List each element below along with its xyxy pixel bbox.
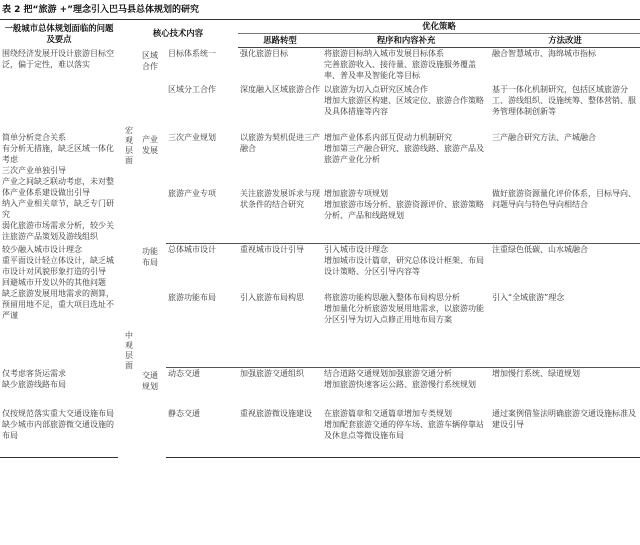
- problem-text: 纳入产业相关章节，缺乏专门研究: [2, 198, 114, 219]
- header-thinking: 思路转型: [238, 34, 322, 48]
- procedure-cell: [322, 84, 490, 132]
- procedure-line: 增加量化分析旅游发展用地需求，以旅游功能分区引导为切入点修正用地布局方案: [324, 303, 485, 324]
- procedure-line: 增加大旅游区构建、区域定位、旅游合作策略及具体措施等内容: [324, 95, 485, 116]
- problem-text: 三次产业单独引导: [2, 165, 66, 175]
- problem-text: 缺少城市内部旅游微交通设施的布局: [2, 419, 114, 440]
- table-caption: 表 2 把“旅游 +”理念引入巴马县总体规划的研究: [2, 5, 200, 15]
- problem-text: 重平面设计轻立体设计，缺乏城市设计对风貌形象打造的引导: [2, 255, 114, 276]
- method-cell: 基于一体化机制研究，包括区域旅游分工、游线组织、设施统筹、整体营销、服务管理体制创新等: [492, 84, 637, 116]
- problem-text: 弱化旅游市场需求分析，较少关注旅游产品策划及游线组织: [2, 220, 114, 241]
- problem-text: 仅考虑客货运需求: [2, 368, 66, 378]
- method-cell: 增加慢行系统、绿道规划: [492, 369, 581, 378]
- sub-item-name: 旅游产业专项: [166, 188, 238, 244]
- sub-item-name: 区域分工合作: [168, 84, 216, 94]
- sub-item-name: 目标体系统一: [168, 48, 216, 58]
- category-regional: 区域合作: [142, 50, 158, 71]
- method-cell: 注重绿色低碳、山水城融合: [492, 245, 589, 254]
- problem-cell: [0, 368, 118, 408]
- procedure-cell: [322, 292, 490, 368]
- sub-item-name: 总体城市设计: [168, 245, 216, 254]
- sub-item-name: 三次产业规划: [168, 132, 216, 142]
- sub-item-name: 旅游功能布局: [166, 292, 238, 368]
- procedure-line: 增加产业体系内部互促动力机制研究: [324, 132, 453, 142]
- header-method: 方法改进: [490, 34, 640, 48]
- problem-text: 产业之间缺乏联动考虑，未对整体产业体系建设做出引导: [2, 176, 114, 197]
- method-cell: 通过案例借鉴法明确旅游交通设施标准及建设引导: [490, 408, 640, 458]
- problem-text: 缺少旅游线路布局: [2, 379, 66, 389]
- level-macro: 宏观层面: [124, 125, 134, 166]
- method-cell: 三产融合研究方法、产城融合: [492, 132, 597, 142]
- procedure-line: 增加旅游专项规划: [324, 188, 389, 198]
- category-function: 功能布局: [142, 246, 158, 267]
- procedure-line: 增加第三产融合研究、旅游线路、旅游产品及旅游产业化分析: [324, 143, 485, 164]
- problem-cell: [0, 48, 118, 132]
- procedure-cell: [322, 368, 490, 408]
- procedure-cell: [322, 408, 490, 458]
- header-strategy: 优化策略: [238, 20, 640, 34]
- problem-text: 有分析无措施，缺乏区域一体化考虑: [2, 143, 114, 164]
- thinking-cell: 深度融入区域旅游合作: [240, 84, 321, 94]
- thinking-cell: 重视旅游微设施建设: [238, 408, 322, 458]
- category-traffic: 交通规划: [142, 370, 158, 391]
- header-procedure: 程序和内容补充: [322, 34, 490, 48]
- procedure-line: 以旅游为切入点研究区域合作: [324, 84, 429, 94]
- problem-text: 缺乏旅游发展用地需求的测算，预留用地不足，重大项目选址不严谨: [2, 288, 114, 320]
- header-problems: 一般城市总体规划面临的问题及要点: [0, 20, 118, 48]
- procedure-line: 将旅游目标纳入城市发展目标体系: [324, 49, 445, 58]
- thinking-cell: 加强旅游交通组织: [240, 369, 305, 378]
- category-industry: 产业发展: [142, 134, 158, 155]
- thinking-cell: 以旅游为契机促进三产融合: [240, 132, 321, 153]
- procedure-line: 增加旅游快速客运公路、旅游慢行系统规划: [324, 380, 477, 389]
- problem-cell: [0, 132, 118, 244]
- method-cell: 融合智慧城市、海绵城市指标: [492, 49, 597, 58]
- level-meso: 中观层面: [124, 330, 134, 371]
- problem-cell: [0, 244, 118, 368]
- method-cell: 引入“全域旅游”理念: [490, 292, 640, 368]
- sub-item-name: 动态交通: [168, 369, 200, 378]
- problem-text: 围绕经济发展开设计旅游目标空泛，偏于定性，难以落实: [2, 48, 114, 69]
- problem-cell: [0, 408, 118, 458]
- thinking-cell: 重视城市设计引导: [240, 245, 305, 254]
- procedure-line: 增加旅游市场分析、旅游资源评价、旅游策略分析、产品和线路规划: [324, 199, 485, 220]
- procedure-line: 增加城市设计篇章，研究总体设计框架、布局设计策略、分区引导内容等: [324, 256, 485, 276]
- method-cell: 做好旅游资源量化评价体系，目标导向、问题导向与特色导向相结合: [490, 188, 640, 244]
- procedure-line: 增加配套旅游交通的停车场、旅游车辆停靠站及休息点等微设施布局: [324, 419, 485, 440]
- procedure-cell: [322, 132, 490, 188]
- procedure-cell: [322, 188, 490, 244]
- sub-item-name: 静态交通: [166, 408, 238, 458]
- procedure-line: 在旅游篇章和交通篇章增加专类规划: [324, 408, 453, 418]
- header-core-tech: 核心技术内容: [118, 20, 238, 48]
- procedure-line: 引入城市设计理念: [324, 245, 389, 254]
- problem-text: 仅按规范落实重大交通设施布局: [2, 408, 114, 418]
- procedure-line: 结合道路交通规划加强旅游交通分析: [324, 369, 453, 378]
- procedure-cell: [322, 244, 490, 292]
- thinking-cell: 引入旅游布局构思: [238, 292, 322, 368]
- procedure-line: 完善旅游收入、接待量、旅游设施服务覆盖率、普及率及智能化等目标: [324, 60, 477, 80]
- problem-text: 较少融入城市设计理念: [2, 244, 82, 254]
- problem-text: 回避城市开发以外的其他问题: [2, 277, 106, 287]
- procedure-line: 将旅游功能构思融入整体布局构思分析: [324, 292, 461, 302]
- thinking-cell: 关注旅游发展诉求与现状条件的结合研究: [238, 188, 322, 244]
- strategy-table: [0, 19, 640, 458]
- problem-text: 简单分析竞合关系: [2, 132, 66, 142]
- procedure-cell: [322, 48, 490, 84]
- thinking-cell: 强化旅游目标: [240, 49, 289, 58]
